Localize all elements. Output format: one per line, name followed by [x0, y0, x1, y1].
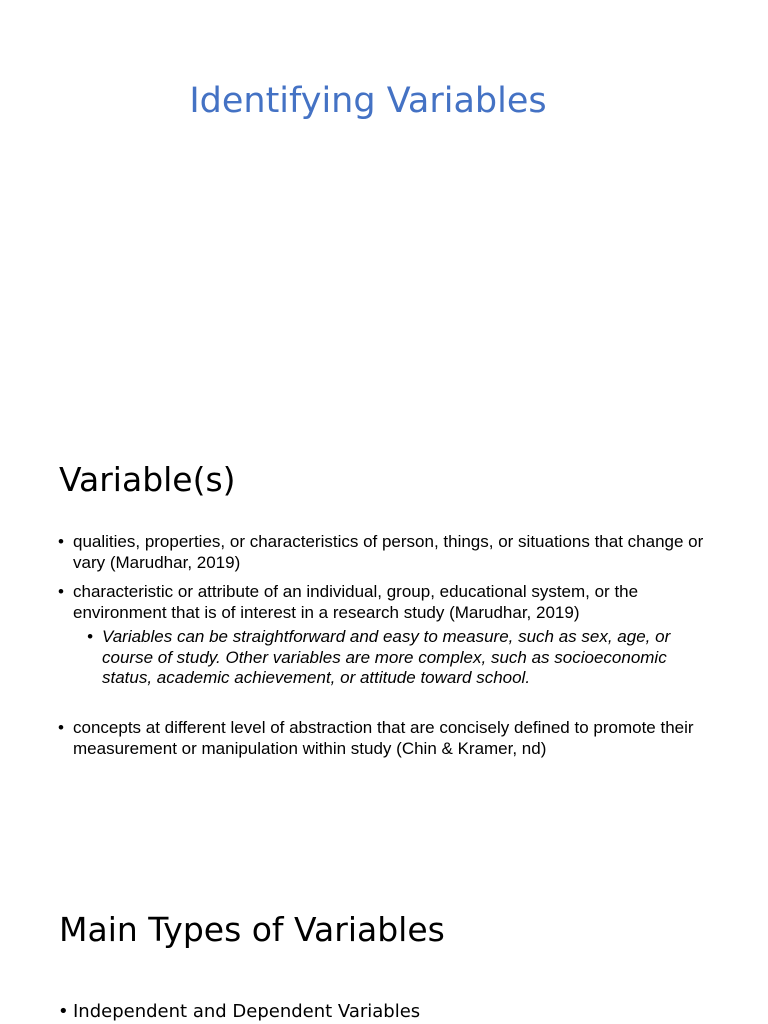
slide-title: Identifying Variables: [189, 81, 547, 121]
list-item: [58, 582, 713, 623]
variables-heading: Variable(s): [59, 460, 236, 499]
bullet-text: concepts at different level of abstraction that are concisely defined to promote their measurement or manipulation within study (Chin & Kramer, nd): [73, 718, 694, 758]
bullet-text: Variables can be straightforward and easy to measure, such as sex, age, or course of study. Other variables are more complex, such as socioeconomic status, academic achievement, or attitude toward school.: [102, 627, 671, 687]
bullet-dot: •: [58, 532, 64, 551]
main-types-heading: Main Types of Variables: [59, 910, 445, 949]
bullet-text: Independent and Dependent Variables: [73, 1001, 421, 1022]
bullet-dot: •: [58, 582, 64, 601]
bullet-dot: •: [58, 1001, 69, 1022]
bullet-dot: •: [58, 718, 64, 737]
list-item: [58, 1000, 713, 1024]
list-item: [58, 718, 713, 759]
sub-list-item: [87, 627, 702, 689]
bullet-dot: •: [87, 627, 93, 646]
bullet-text: characteristic or attribute of an individual, group, educational system, or the environment that is of interest in a research study (Marudhar, 2019): [73, 582, 639, 622]
list-item: [58, 532, 713, 573]
bullet-text: qualities, properties, or characteristics of person, things, or situations that change or vary (Marudhar, 2019): [73, 532, 704, 572]
